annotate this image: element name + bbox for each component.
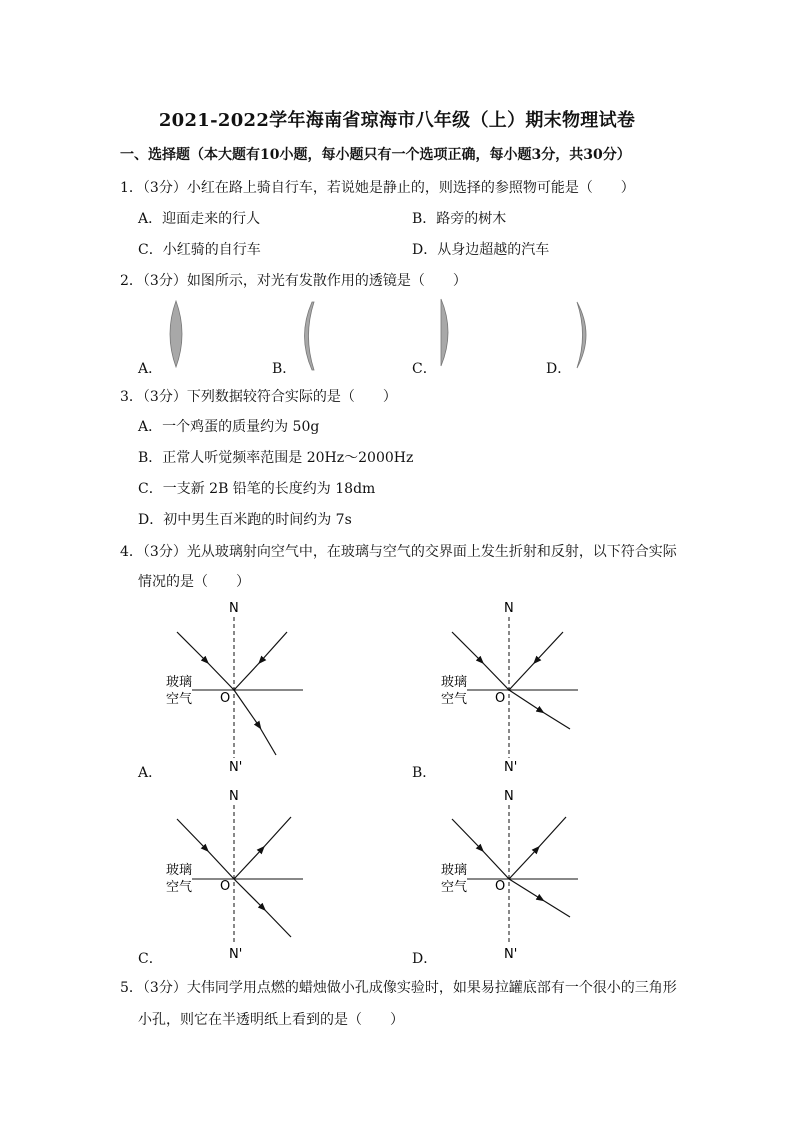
diagram-b-glass: 玻璃: [441, 675, 468, 690]
diagram-c-n-top: N: [229, 789, 239, 804]
question-4-label-d: D．: [412, 951, 438, 967]
question-3-option-c: C．一支新 2B 铅笔的长度约为 18dm: [138, 481, 376, 497]
diagram-a-air: 空气: [166, 692, 193, 707]
question-3-option-b: B．正常人听觉频率范围是 20Hz～2000Hz: [138, 450, 414, 466]
diagram-d-glass: 玻璃: [441, 863, 468, 878]
diagram-d-origin: O: [495, 879, 506, 894]
question-1-stem: 1．（3分）小红在路上骑自行车，若说她是静止的，则选择的参照物可能是（ ）: [120, 180, 635, 196]
diagram-a-n-bottom: N': [229, 760, 243, 775]
section-heading: 一、选择题（本大题有10小题，每小题只有一个选项正确，每小题3分，共30分）: [120, 147, 631, 163]
diagram-b-origin: O: [495, 691, 506, 706]
question-4-stem-line1: 4．（3分）光从玻璃射向空气中，在玻璃与空气的交界面上发生折射和反射，以下符合实际: [120, 544, 677, 560]
question-3-stem: 3．（3分）下列数据较符合实际的是（ ）: [120, 389, 397, 405]
question-2-label-c: C．: [412, 361, 437, 377]
diagram-c-air: 空气: [166, 880, 193, 895]
question-4-label-b: B．: [412, 765, 437, 781]
diagram-a-origin: O: [220, 691, 231, 706]
question-2-label-b: B．: [272, 361, 297, 377]
question-5-stem-line2: 小孔，则它在半透明纸上看到的是（ ）: [138, 1012, 404, 1028]
diagram-b-n-top: N: [504, 601, 514, 616]
question-1-option-d: D．从身边超越的汽车: [412, 242, 550, 258]
question-4-label-a: A．: [138, 765, 163, 781]
question-1-option-a: A．迎面走来的行人: [138, 211, 261, 227]
question-3-option-d: D．初中男生百米跑的时间约为 7s: [138, 512, 352, 528]
question-1-option-b: B．路旁的树木: [412, 211, 507, 227]
diagram-c-n-bottom: N': [229, 947, 243, 962]
page-title: 2021-2022学年海南省琼海市八年级（上）期末物理试卷: [158, 110, 636, 131]
diagram-d-n-bottom: N': [504, 947, 518, 962]
diagram-b-n-bottom: N': [504, 760, 518, 775]
diagram-d-air: 空气: [441, 880, 468, 895]
diagram-c-glass: 玻璃: [166, 863, 193, 878]
diagram-c-origin: O: [220, 879, 231, 894]
diagram-c: [166, 789, 303, 962]
diagram-d: [441, 789, 578, 962]
question-2-label-d: D．: [546, 361, 572, 377]
diagram-a-glass: 玻璃: [166, 675, 193, 690]
question-5-stem-line1: 5．（3分）大伟同学用点燃的蜡烛做小孔成像实验时，如果易拉罐底部有一个很小的三角形: [120, 980, 677, 996]
question-4-stem-line2: 情况的是（ ）: [138, 574, 250, 590]
diagram-b-air: 空气: [441, 692, 468, 707]
diagram-d-n-top: N: [504, 789, 514, 804]
question-3-option-a: A．一个鸡蛋的质量约为 50g: [138, 419, 320, 435]
diagram-a-n-top: N: [229, 601, 239, 616]
question-4-label-c: C．: [138, 951, 163, 967]
question-1-option-c: C．小红骑的自行车: [138, 242, 261, 258]
diagram-a: [166, 601, 303, 775]
question-2-label-a: A．: [138, 361, 163, 377]
question-2-stem: 2．（3分）如图所示，对光有发散作用的透镜是（ ）: [120, 273, 467, 289]
diagram-b: [441, 601, 578, 775]
